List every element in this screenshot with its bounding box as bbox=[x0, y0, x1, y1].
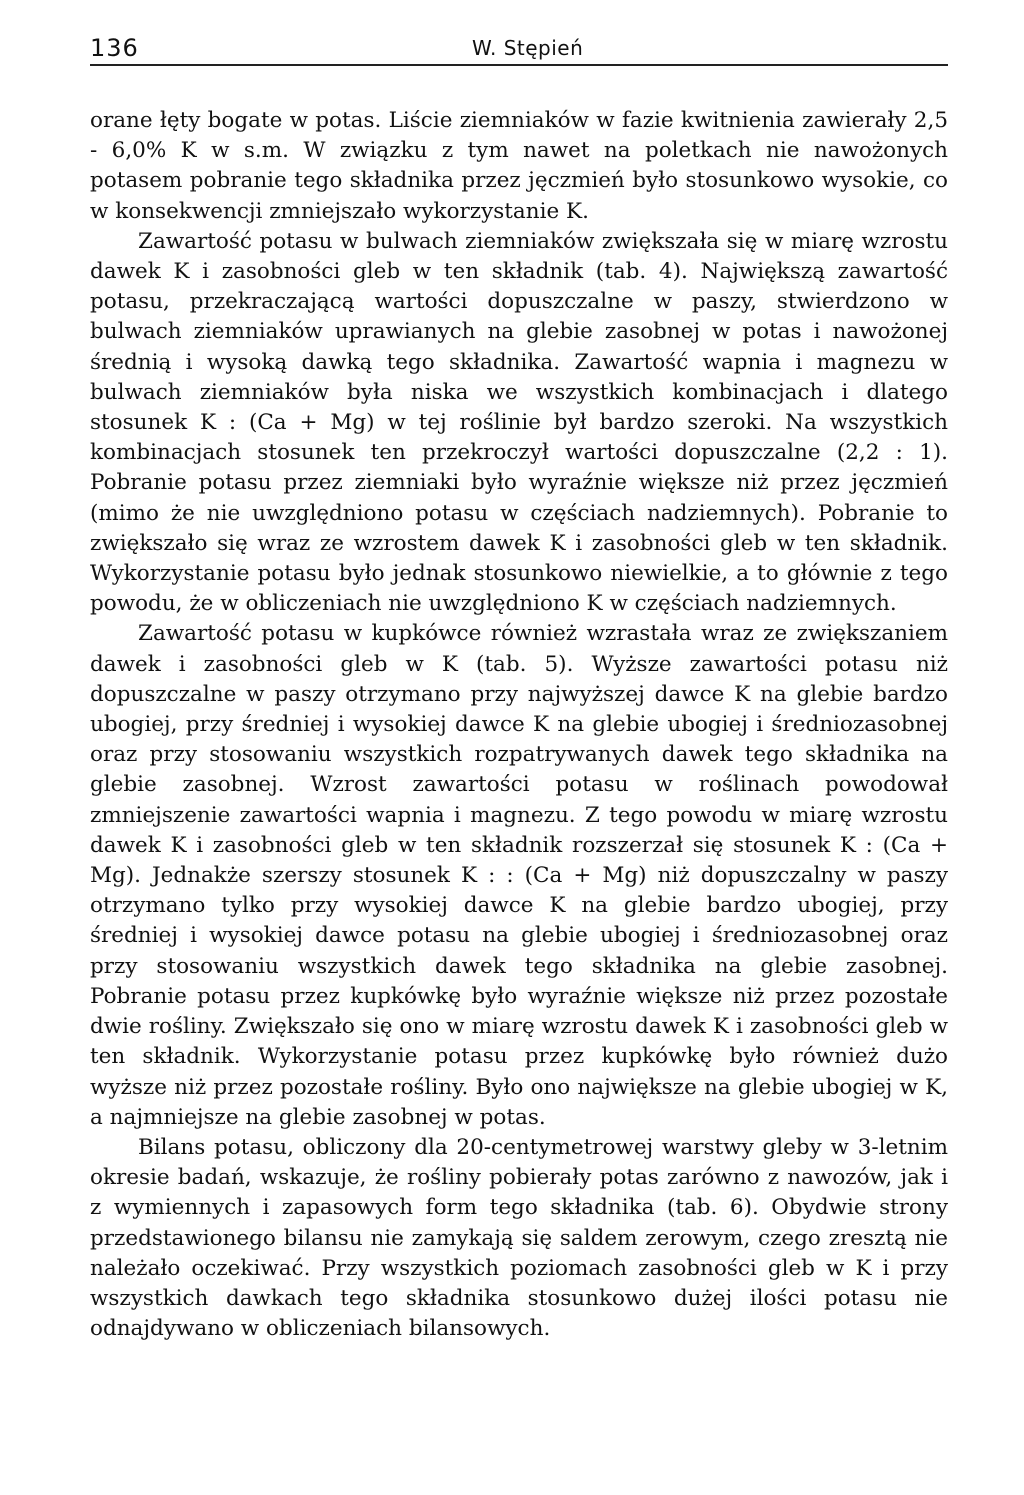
document-page bbox=[90, 22, 948, 1344]
body-text bbox=[90, 106, 948, 1344]
page-number: 136 bbox=[90, 34, 139, 62]
paragraph-continuation: orane łęty bogate w potas. Liście ziemniaków w fazie kwitnienia zawierały 2,5 - 6,0% K w s.m. W związku z tym nawet na poletkach nie nawożonych potasem pobranie tego składnika przez jęczmień było stosunkowo wysokie, co w konsekwencji zmniejszało wykorzystanie K. bbox=[90, 108, 948, 224]
paragraph-potato-tubers: Zawartość potasu w bulwach ziemniaków zwiększała się w miarę wzrostu dawek K i zasobności gleb w ten składnik (tab. 4). Największą zawartość potasu, przekraczającą wartości dopuszczalne w paszy, stwierdzono w bulwach ziemniaków uprawianych na glebie zasobnej w potas i nawożonej średnią i wysoką dawką tego składnika. Zawartość wapnia i magnezu w bulwach ziemniaków była niska we wszystkich kombinacjach i dlatego stosunek K : (Ca + Mg) w tej roślinie był bardzo szeroki. Na wszystkich kombinacjach stosunek ten przekroczył wartości dopuszczalne (2,2 : 1). Pobranie potasu przez ziemniaki było wyraźnie większe niż przez jęczmień (mimo że nie uwzględniono potasu w częściach nadziemnych). Pobranie to zwiększało się wraz ze wzrostem dawek K i zasobności gleb w ten składnik. Wykorzystanie potasu było jednak stosunkowo niewielkie, a to głównie z tego powodu, że w obliczeniach nie uwzględniono K w częściach nadziemnych. bbox=[90, 228, 948, 617]
paragraph-potassium-balance: Bilans potasu, obliczony dla 20-centymetrowej warstwy gleby w 3-letnim okresie badań, wskazuje, że rośliny pobierały potas zarówno z nawozów, jak i z wymiennych i zapasowych form tego składnika (tab. 6). Obydwie strony przedstawionego bilansu nie zamykają się saldem zerowym, czego zresztą nie należało oczekiwać. Przy wszystkich poziomach zasobności gleb w K i przy wszystkich dawkach tego składnika stosunkowo dużej ilości potasu nie odnajdywano w obliczeniach bilansowych. bbox=[90, 1134, 948, 1342]
paragraph-cocksfoot: Zawartość potasu w kupkówce również wzrastała wraz ze zwiększaniem dawek i zasobności gleb w K (tab. 5). Wyższe zawartości potasu niż dopuszczalne w paszy otrzymano przy najwyższej dawce K na glebie bardzo ubogiej, przy średniej i wysokiej dawce K na glebie ubogiej i średniozasobnej oraz przy stosowaniu wszystkich rozpatrywanych dawek tego składnika na glebie zasobnej. Wzrost zawartości potasu w roślinach powodował zmniejszenie zawartości wapnia i magnezu. Z tego powodu w miarę wzrostu dawek K i zasobności gleb w ten składnik rozszerzał się stosunek K : (Ca + Mg). Jednakże szerszy stosunek K : : (Ca + Mg) niż dopuszczalny w paszy otrzymano tylko przy wysokiej dawce K na glebie bardzo ubogiej, przy średniej i wysokiej dawce potasu na glebie ubogiej i średniozasobnej oraz przy stosowaniu wszystkich dawek tego składnika na glebie zasobnej. Pobranie potasu przez kupkówkę było wyraźnie większe niż przez pozostałe dwie rośliny. Zwiększało się ono w miarę wzrostu dawek K i zasobności gleb w ten składnik. Wykorzystanie potasu przez kupkówkę było również dużo wyższe niż przez pozostałe rośliny. Było ono największe na glebie ubogiej w K, a najmniejsze na glebie zasobnej w potas. bbox=[90, 621, 948, 1130]
running-head-author: W. Stępień bbox=[472, 36, 584, 60]
running-header bbox=[90, 22, 948, 66]
